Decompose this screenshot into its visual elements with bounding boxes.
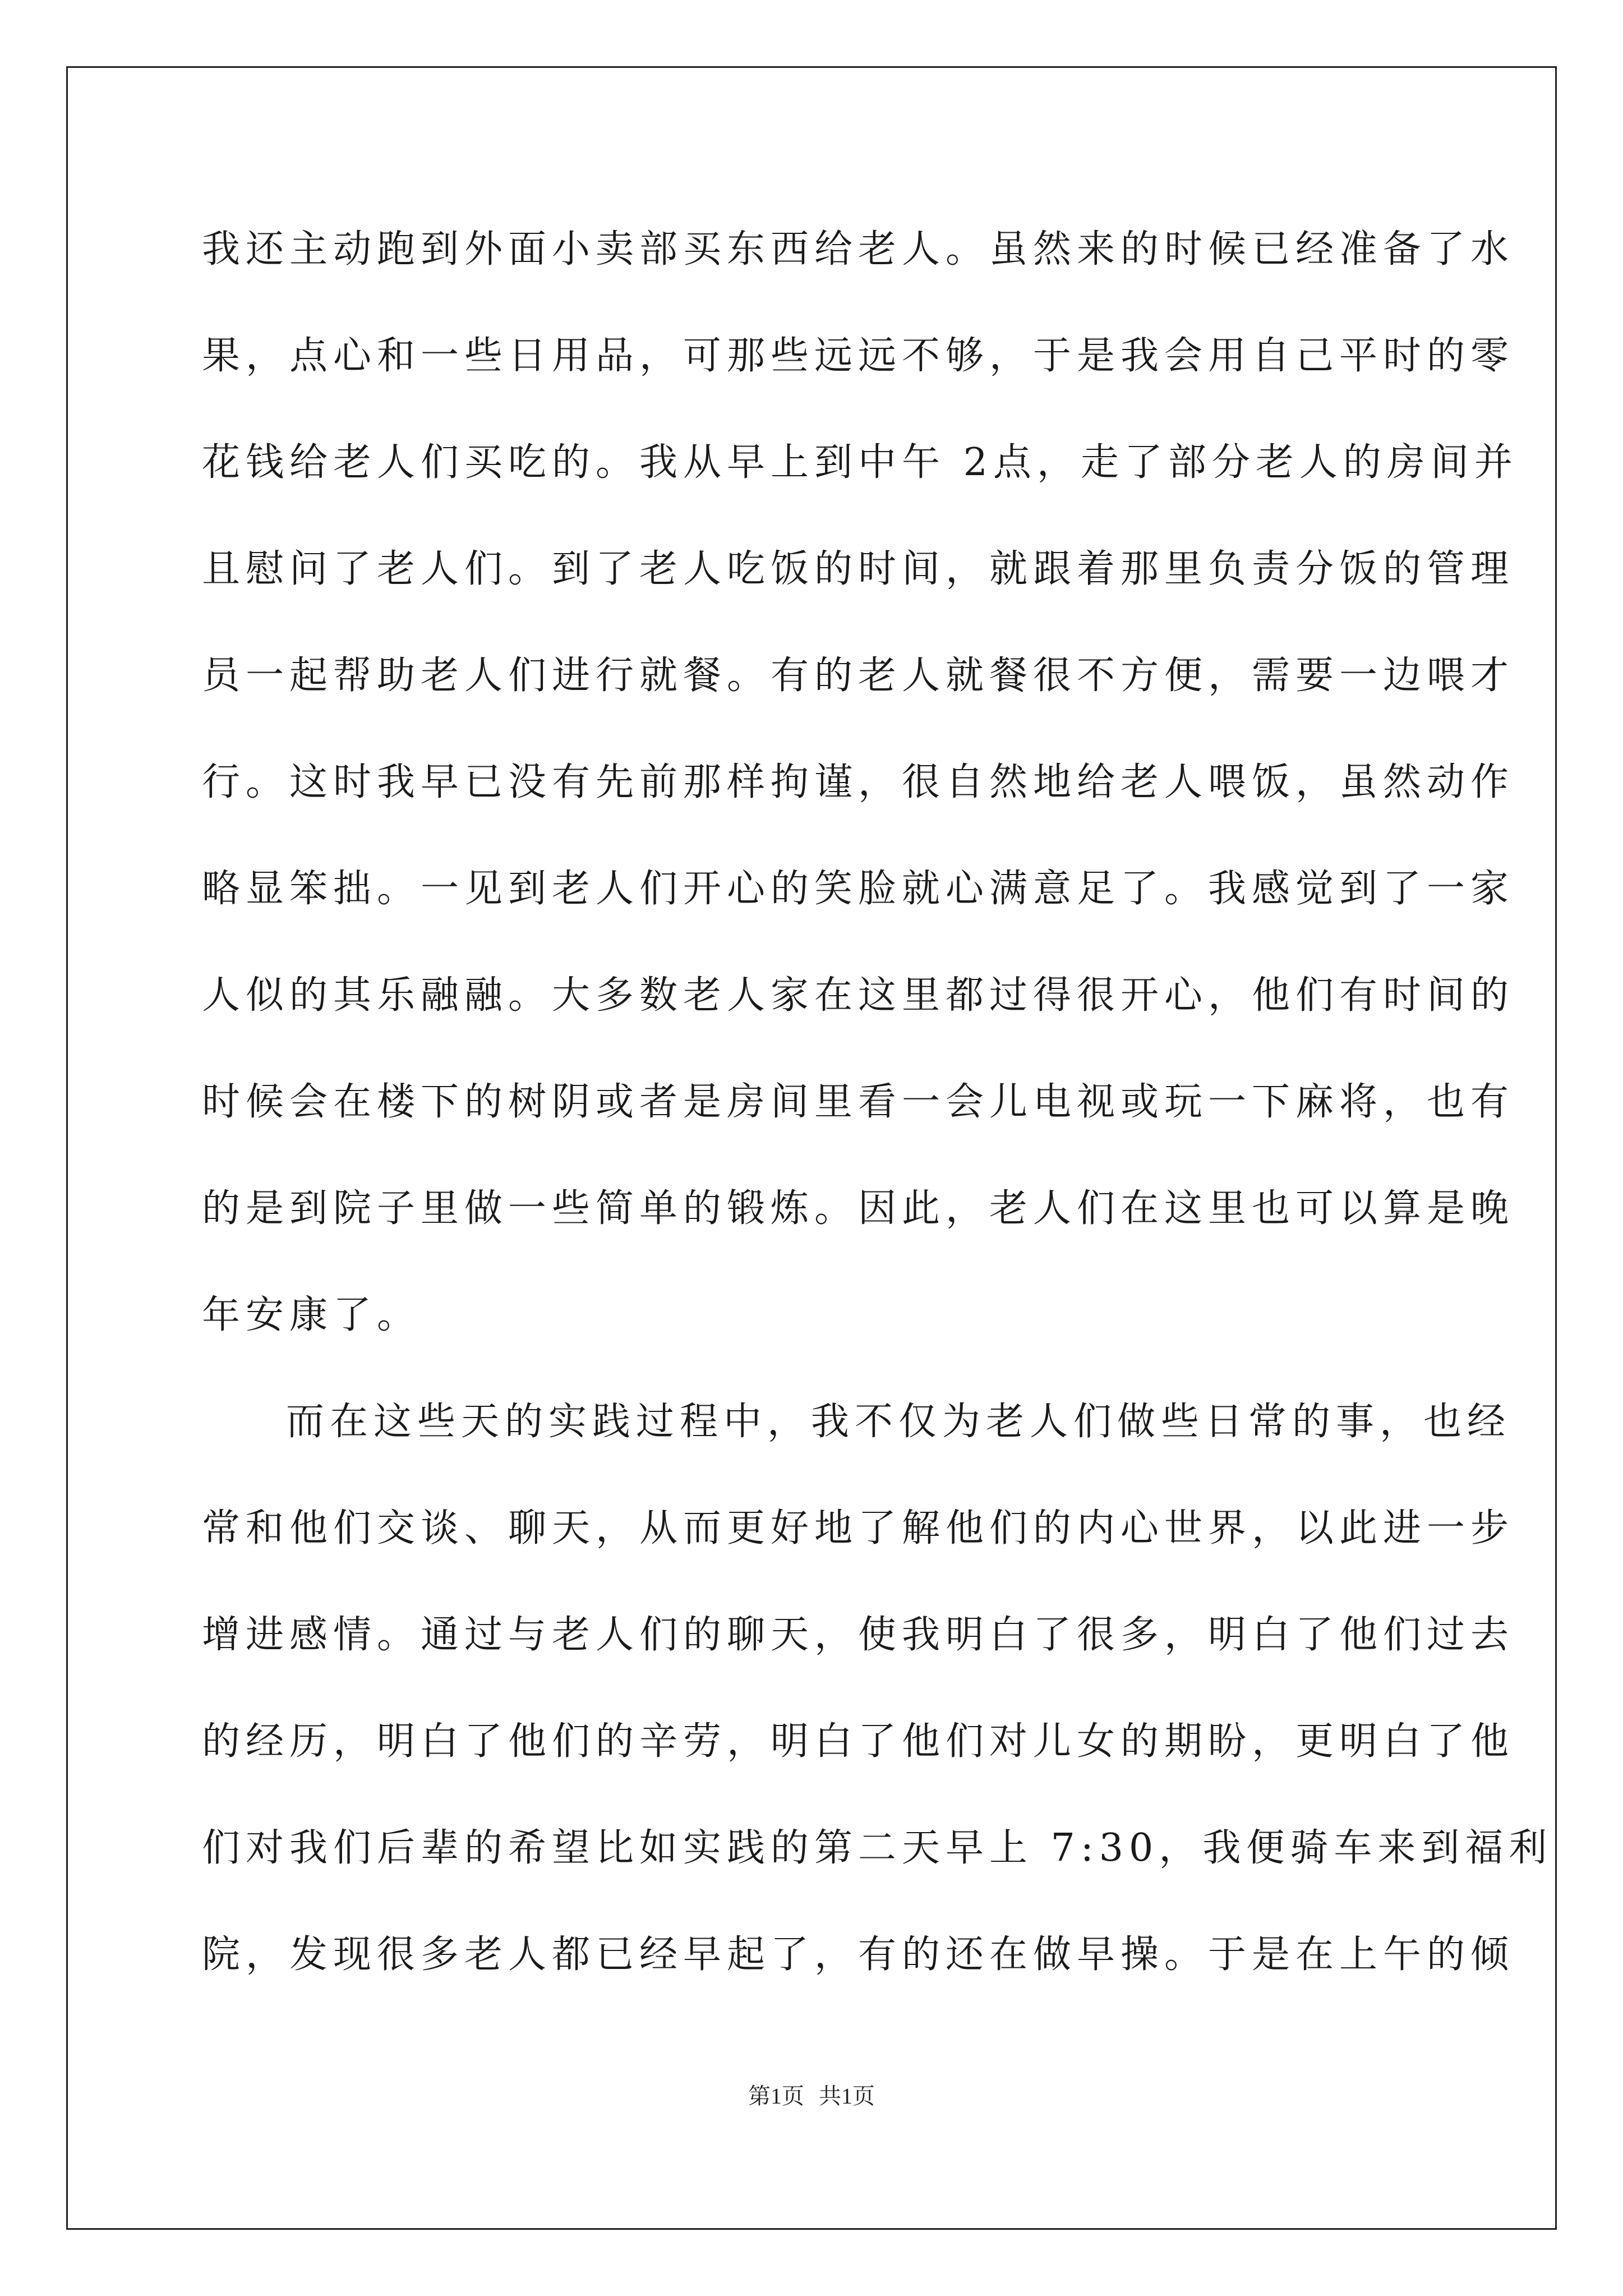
text-line: 员一起帮助老人们进行就餐。有的老人就餐很不方便，需要一边喂才	[202, 654, 1515, 698]
text-line: 花钱给老人们买吃的。我从早上到中午 2点，走了部分老人的房间并	[202, 440, 1518, 485]
text-line: 果，点心和一些日用品，可那些远远不够，于是我会用自己平时的零	[202, 334, 1515, 378]
text-line: 年安康了。	[202, 1293, 421, 1337]
text-line: 我还主动跑到外面小卖部买东西给老人。虽然来的时候已经准备了水	[202, 227, 1515, 272]
text-line: 的经历，明白了他们的辛劳，明白了他们对儿女的期盼，更明白了他	[202, 1719, 1515, 1764]
text-line: 的是到院子里做一些简单的锻炼。因此，老人们在这里也可以算是晚	[202, 1186, 1515, 1231]
paragraph-start-line: 而在这些天的实践过程中，我不仅为老人们做些日常的事，也经	[286, 1400, 1511, 1444]
page-total: 共1页	[819, 2083, 875, 2109]
text-line: 们对我们后辈的希望比如实践的第二天早上 7:30，我便骑车来到福利	[202, 1826, 1553, 1870]
text-line: 行。这时我早已没有先前那样拘谨，很自然地给老人喂饭，虽然动作	[202, 760, 1515, 804]
text-line: 人似的其乐融融。大多数老人家在这里都过得很开心，他们有时间的	[202, 973, 1515, 1018]
text-line: 时候会在楼下的树阴或者是房间里看一会儿电视或玩一下麻将，也有	[202, 1080, 1515, 1124]
page-footer	[0, 2078, 1623, 2110]
text-line: 院，发现很多老人都已经早起了，有的还在做早操。于是在上午的倾	[202, 1932, 1515, 1977]
page-number: 第1页	[748, 2083, 804, 2109]
body-text	[202, 208, 1553, 2019]
text-line: 增进感情。通过与老人们的聊天，使我明白了很多，明白了他们过去	[202, 1613, 1515, 1657]
text-line: 且慰问了老人们。到了老人吃饭的时间，就跟着那里负责分饭的管理	[202, 547, 1515, 591]
text-line: 常和他们交谈、聊天，从而更好地了解他们的内心世界，以此进一步	[202, 1506, 1515, 1550]
text-line: 略显笨拙。一见到老人们开心的笑脸就心满意足了。我感觉到了一家	[202, 867, 1515, 911]
